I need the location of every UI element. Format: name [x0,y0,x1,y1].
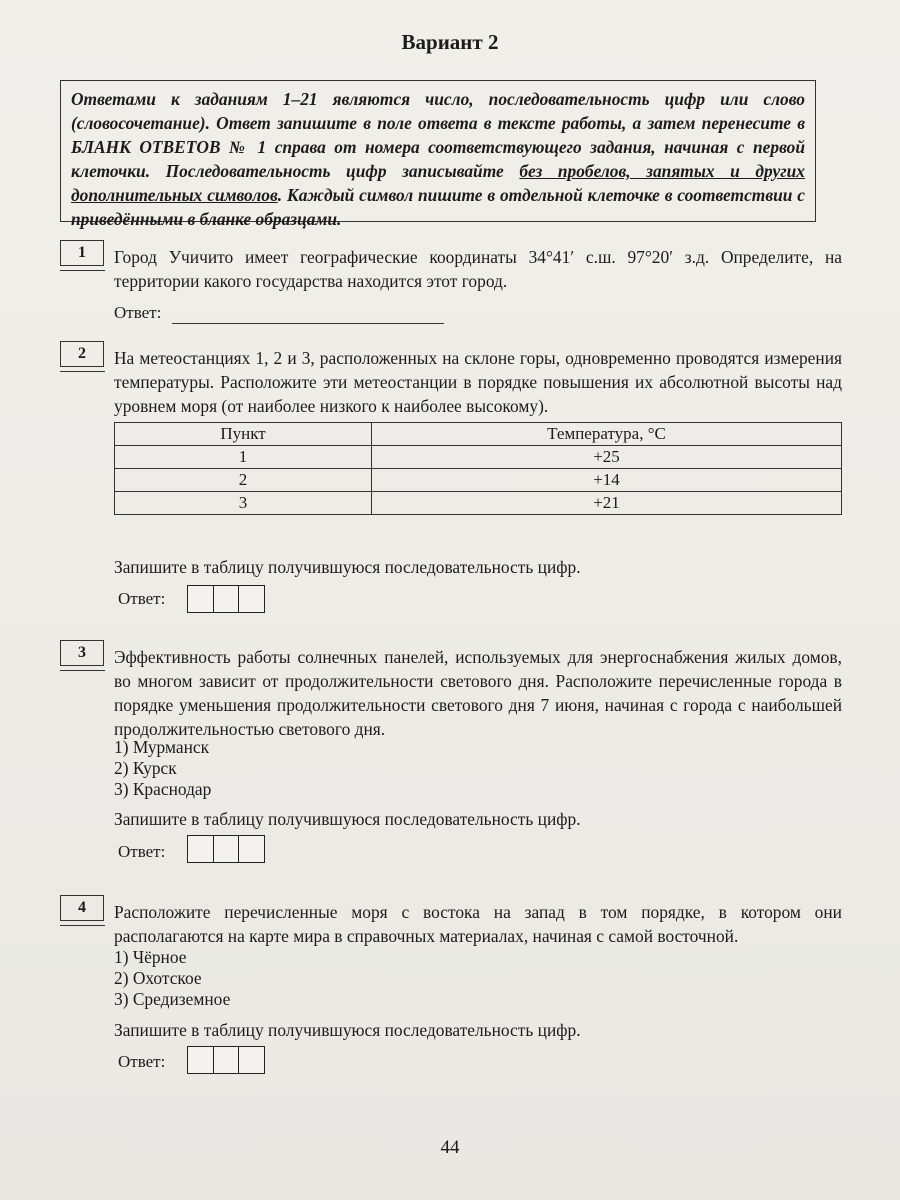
table-row [115,492,842,515]
table-header-temperature: Температура, °С [372,423,842,446]
instructions-text: Ответами к заданиям 1–21 являются число, последовательность цифр или слово (словосочетание). Ответ запишите в поле ответа в тексте работы, а затем перенесите в БЛАНК ОТВЕТОВ № 1 справа от номера соответствующего задания, начиная с первой клеточки. Последовательность цифр записывайте [71,89,805,181]
question-number-3: 3 [60,640,104,666]
table-cell: +21 [372,492,842,515]
table-cell: 1 [115,446,372,469]
list-item: 3) Средиземное [114,989,231,1009]
options-list-3 [114,737,211,800]
table-cell: +25 [372,446,842,469]
answer-cells-4 [187,1046,265,1074]
answer-field-1[interactable] [172,322,444,324]
answer-label-3: Ответ: [118,842,166,861]
answer-cell[interactable] [238,585,265,613]
answer-cell[interactable] [187,835,214,863]
question-text-1: Город Учичито имеет географические координаты 34°41′ с.ш. 97°20′ з.д. Определите, на территории какого государства находится этот город. [114,247,842,291]
question-number-2: 2 [60,341,104,367]
table-cell: 2 [115,469,372,492]
temperature-table [114,422,842,515]
question-text-3: Эффективность работы солнечных панелей, используемых для энергоснабжения жилых домов, во многом зависит от продолжительности светового дня. Расположите перечисленные города в порядке уменьшения продолжительности светового дня 7 июня, начиная с города с наибольшей продолжительностью светового дня. [114,647,842,739]
page-title: Вариант 2 [401,30,499,54]
table-row [115,446,842,469]
instruction-4: Запишите в таблицу получившуюся последовательность цифр. [114,1020,581,1040]
answer-cell[interactable] [187,585,214,613]
question-number-1: 1 [60,240,104,266]
table-header-point: Пункт [115,423,372,446]
answer-cell[interactable] [238,1046,265,1074]
answer-cell[interactable] [187,1046,214,1074]
answer-label-2: Ответ: [118,589,166,608]
table-header-row [115,423,842,446]
answer-cell[interactable] [213,835,240,863]
question-text-2: На метеостанциях 1, 2 и 3, расположенных на склоне горы, одновременно проводятся измерения температуры. Расположите эти метеостанции в порядке повышения их абсолютной высоты над уровнем моря (от наиболее низкого к наиболее высокому). [114,348,842,416]
list-item: 1) Мурманск [114,737,210,757]
question-text-4: Расположите перечисленные моря с востока на запад в том порядке, в котором они располагаются на карте мира в справочных материалах, начиная с самой восточной. [114,902,842,946]
options-list-4 [114,947,230,1010]
list-item: 2) Охотское [114,968,202,988]
answer-label-4: Ответ: [118,1052,166,1071]
answer-cell[interactable] [213,585,240,613]
answer-cell[interactable] [238,835,265,863]
answer-cells-2 [187,585,265,613]
answer-cell[interactable] [213,1046,240,1074]
page-number: 44 [440,1137,460,1158]
answer-cells-3 [187,835,265,863]
instructions-text-end: . Каждый символ пишите в отдельной клеточке в соответствии с приведёнными в бланке образцами. [71,185,805,229]
instructions-underlined: без пробелов, запятых и других дополнительных символов [71,161,805,205]
list-item: 1) Чёрное [114,947,187,967]
answer-label-1: Ответ: [114,303,162,322]
list-item: 2) Курск [114,758,177,778]
table-cell: +14 [372,469,842,492]
list-item: 3) Краснодар [114,779,212,799]
table-row [115,469,842,492]
instructions-box [60,80,816,229]
instruction-3: Запишите в таблицу получившуюся последовательность цифр. [114,809,581,829]
table-cell: 3 [115,492,372,515]
instruction-2: Запишите в таблицу получившуюся последовательность цифр. [114,557,581,577]
question-number-4: 4 [60,895,104,921]
